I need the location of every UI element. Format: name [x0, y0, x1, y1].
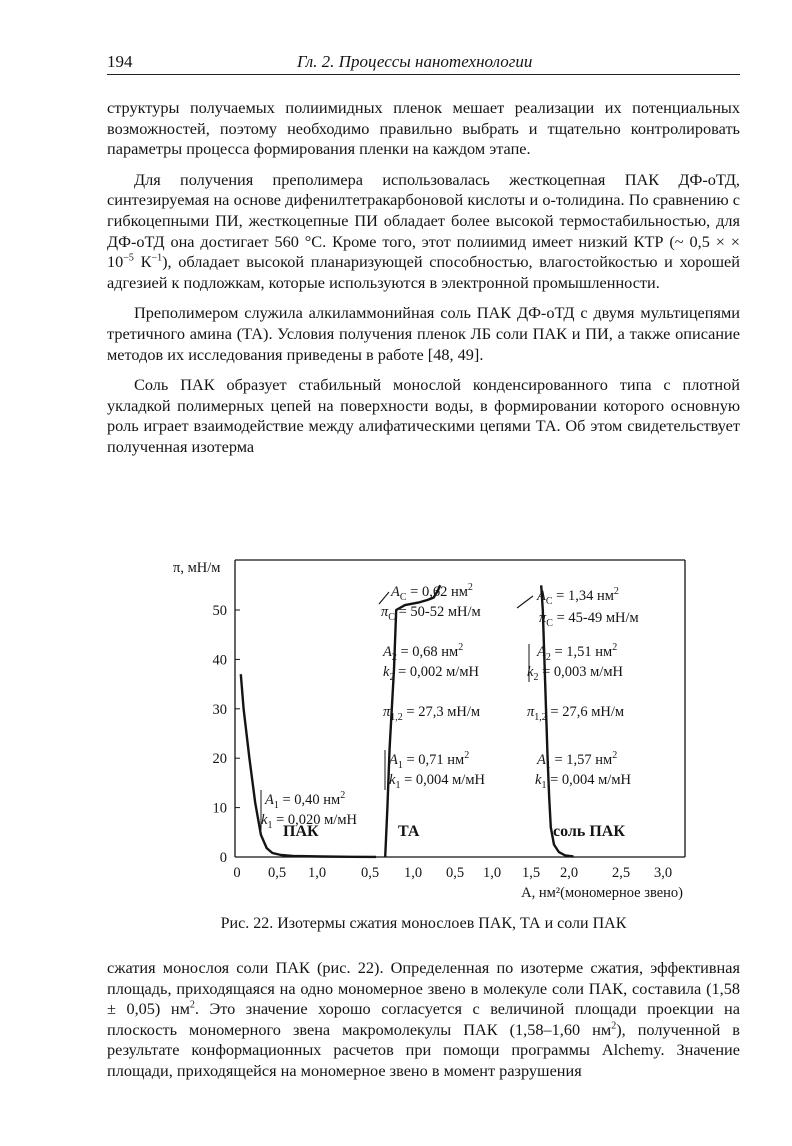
annotation-salt-k1: $k_1 = 0,004$ м/мН [535, 772, 631, 791]
panel-name-label: соль ПАК [553, 823, 625, 840]
y-tick-label: 0 [219, 850, 227, 866]
paragraph-p2: Для получения преполимера использовалась жесткоцепная ПАК ДФ-оТД, синтезируемая на основе дифенилтетракарбоновой кислоты и о-толидина. По сравнению с гибкоцепными ПИ, жесткоцепные ПИ обладает более высокой термостабильностью, для ДФ-оТД она достигает 560 °С. Кроме того, этот полиимид имеет низкий КТР (~ 0,5 × × $10^{-5}$ $К^{-1}$), обладает высокой планаризующей способностью, влагостойкостью и хорошей адгезией к подложкам, которые используются в электронной промышленности. [107, 169, 740, 292]
y-tick-label: 30 [212, 701, 227, 718]
annotation-ta-k2: $k_2 = 0,002$ м/мН [383, 664, 479, 683]
annotation-ta-A1: $A_1 = 0,71$ $нм^2$ [389, 750, 470, 771]
x-tick-label: 1,0 [307, 865, 327, 881]
annotation-ta-k1: $k_1 = 0,004$ м/мН [389, 772, 485, 791]
y-tick-label: 40 [212, 652, 227, 669]
y-tick-label: 10 [212, 800, 227, 817]
annotation-ta-pic: $\pi_C = 50-52$ мН/м [381, 604, 481, 623]
annotation-ta-A2: $A_2 = 0,68$ $нм^2$ [383, 642, 464, 663]
annotation-salt-k2: $k_2 = 0,003$ м/мН [527, 664, 623, 683]
panel-name-label: ТА [398, 823, 420, 840]
x-tick-label: 3,0 [653, 865, 673, 881]
annotation-salt-Ac: $A_C = 1,34$ $нм^2$ [537, 586, 619, 607]
figure-22 [165, 552, 725, 902]
x-tick-label: 2,5 [611, 865, 631, 881]
annotation-pointer-salt [517, 596, 533, 608]
x-tick-label: 2,0 [559, 865, 579, 881]
y-axis-label: π, мН/м [173, 560, 221, 576]
x-tick-label: 1,0 [403, 865, 423, 881]
body-text-top [107, 98, 740, 458]
paragraph-p4: Соль ПАК образует стабильный монослой конденсированного типа с плотной укладкой полимерных цепей на поверхности воды, в формировании которого основную роль играет взаимодействие между алифатическими цепями ТА. Об этом свидетельствует полученная изотерма [107, 375, 740, 456]
x-tick-label: 0 [233, 865, 241, 881]
isotherm-chart [165, 552, 725, 902]
page-number: 194 [107, 52, 133, 71]
x-axis-label: A, нм²(мономерное звено) [521, 885, 683, 901]
paragraph-p1: структуры получаемых полиимидных пленок мешает реализации их потенциальных возможностей, поэтому необходимо правильно выбрать и тщательно контролировать параметры процесса формирования пленки на каждом этапе. [107, 98, 740, 159]
annotation-salt-pi12: $\pi_{1,2} = 27,6$ мН/м [527, 704, 625, 723]
annotation-ta-Ac: $A_C = 0,62$ $нм^2$ [391, 582, 473, 603]
figure-caption: Рис. 22. Изотермы сжатия монослоев ПАК, ТА и соли ПАК [220, 915, 627, 932]
x-tick-label: 1,5 [521, 865, 541, 881]
x-tick-label: 0,5 [360, 865, 380, 881]
annotation-salt-A1: $A_1 = 1,57$ $нм^2$ [537, 750, 618, 771]
annotation-ta-pi12: $\pi_{1,2} = 27,3$ мН/м [383, 704, 481, 723]
running-title: Гл. 2. Процессы нанотехнологии [297, 52, 533, 71]
x-tick-label: 1,0 [482, 865, 502, 881]
y-tick-label: 20 [212, 751, 227, 768]
annotation-pointer-ta [379, 592, 389, 604]
annotation-salt-A2: $A_2 = 1,51$ $нм^2$ [537, 642, 618, 663]
panel-name-label: ПАК [283, 823, 319, 840]
paragraph-p5: сжатия монослоя соли ПАК (рис. 22). Определенная по изотерме сжатия, эффективная площадь, приходящаяся на одно мономерное звено в молекуле соли ПАК, составила (1,58 ± 0,05) $нм^2$. Это значение хорошо согласуется с величиной площади проекции на плоскость мономерного звена макромолекулы ПАК (1,58–1,60 $нм^2$), полученной в результате конформационных расчетов при помощи программы Alchemy. Значение площади, приходящейся на мономерное звено в момент разрушения [107, 958, 740, 1080]
annotation-pak-k1: $k_1 = 0,020$ м/мН [261, 812, 357, 831]
page-header [107, 52, 740, 75]
y-tick-label: 50 [212, 603, 227, 619]
body-text-bottom [107, 958, 740, 1082]
annotation-salt-pic: $\pi_C = 45-49$ мН/м [539, 610, 639, 629]
x-tick-label: 0,5 [445, 865, 465, 881]
annotation-pak-A1: $A_1 = 0,40$ $нм^2$ [265, 790, 346, 811]
paragraph-p3: Преполимером служила алкиламмонийная соль ПАК ДФ-оТД с двумя мультицепями третичного амина (ТА). Условия получения пленок ЛБ соли ПАК и ПИ, а также описание методов их исследования приведены в работе [48, 49]. [107, 303, 740, 364]
x-tick-label: 0,5 [267, 865, 287, 881]
